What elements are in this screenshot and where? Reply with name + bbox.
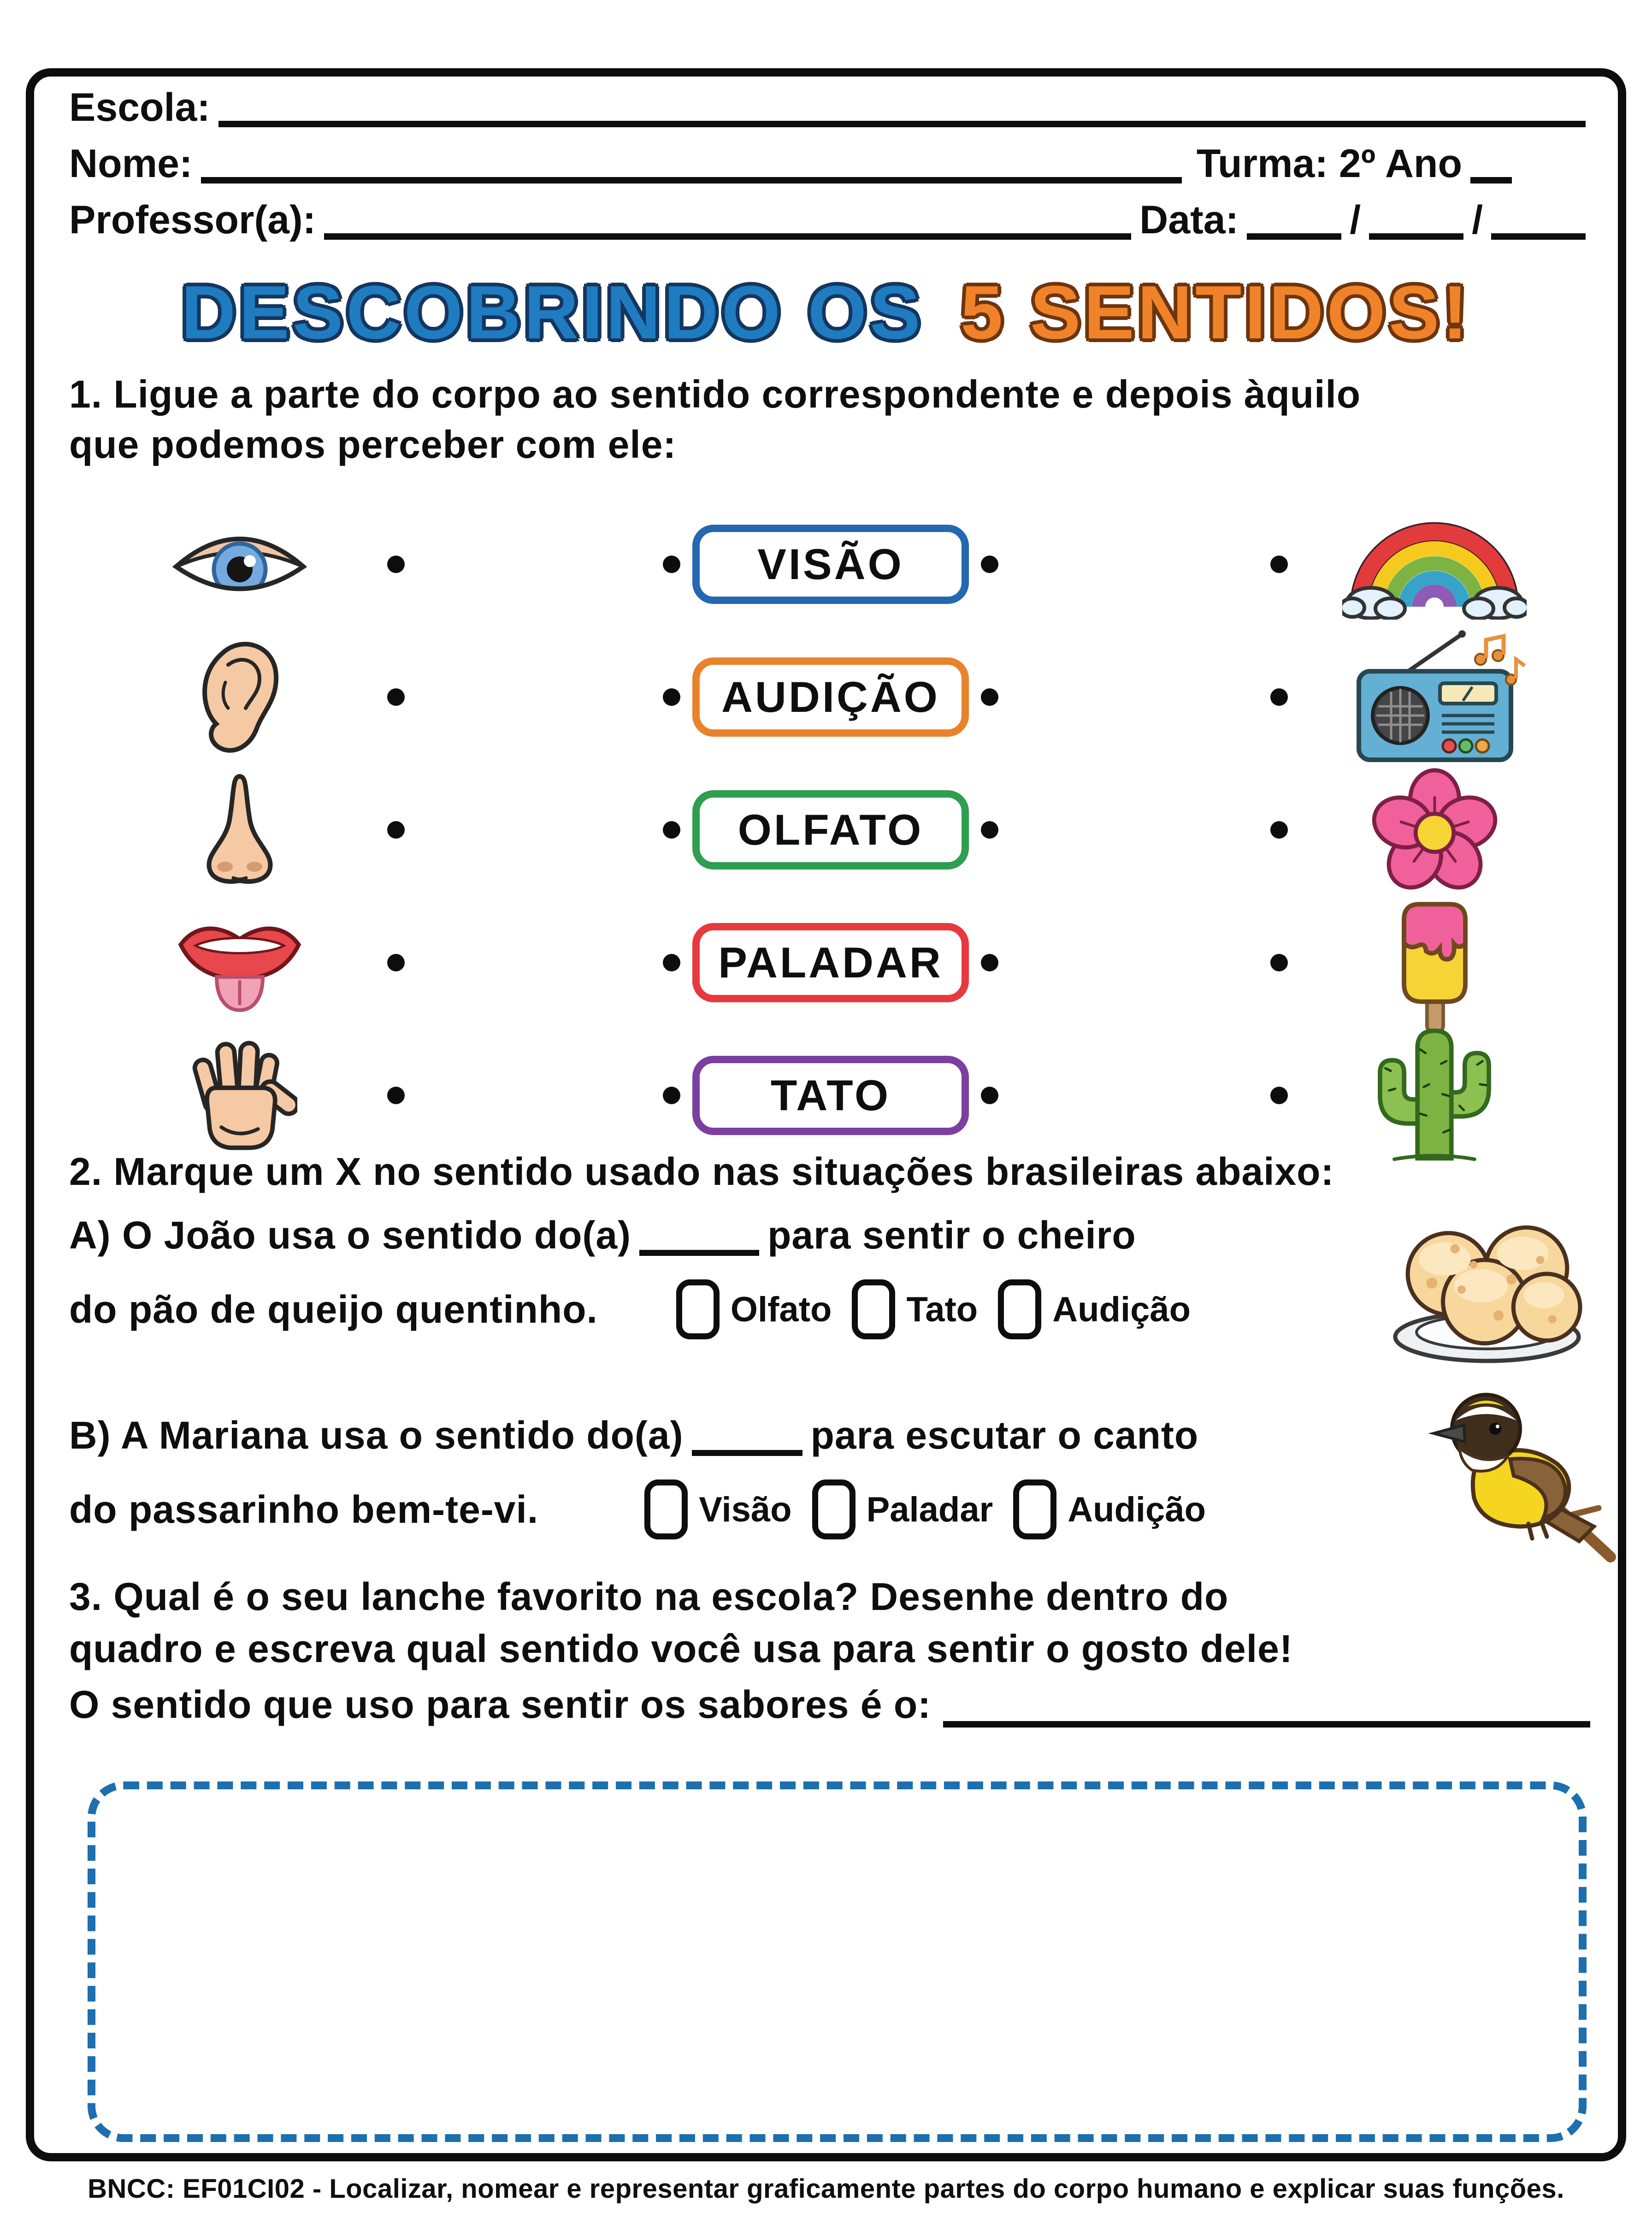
matching-row-olfato — [92, 763, 1581, 896]
rainbow-icon — [1342, 509, 1527, 620]
question-2b-line1 — [69, 1413, 1206, 1458]
question-3-line3: O sentido que uso para sentir os sabores é o: — [69, 1683, 932, 1727]
connector-dot[interactable] — [663, 556, 680, 573]
sense-box-olfato[interactable]: OLFATO — [692, 790, 969, 870]
escola-label: Escola: — [69, 85, 210, 130]
object-cell — [1288, 1026, 1581, 1165]
bncc-footer: BNCC: EF01CI02 - Localizar, nomear e representar graficamente partes do corpo humano e explicar suas funções. — [88, 2174, 1564, 2204]
question-2a — [69, 1213, 1191, 1339]
question-2a-text-before: A) O João usa o sentido do(a) — [69, 1213, 631, 1257]
question-1-line2: que podemos perceber com ele: — [69, 423, 677, 467]
date-separator: / — [1472, 198, 1483, 242]
connector-dot[interactable] — [663, 688, 680, 706]
escola-write-line[interactable] — [218, 119, 1586, 127]
connector-dot[interactable] — [663, 821, 680, 839]
option-label: Audição — [1068, 1490, 1206, 1529]
question-2b-text-before: B) A Mariana usa o sentido do(a) — [69, 1414, 684, 1457]
object-cell — [1288, 890, 1581, 1035]
connector-dot[interactable] — [981, 954, 998, 971]
sense-box-paladar[interactable]: PALADAR — [692, 923, 969, 1002]
checkbox-visao[interactable] — [644, 1479, 688, 1539]
body-part-cell — [92, 521, 387, 608]
matching-row-tato — [92, 1029, 1581, 1162]
question-2b-write-blank[interactable] — [692, 1450, 802, 1456]
question-2a-write-blank[interactable] — [639, 1250, 759, 1256]
question-3-line2: quadro e escreva qual sentido você usa para sentir o gosto dele! — [69, 1627, 1293, 1671]
title-part-blue: DESCOBRINDO OS — [181, 270, 924, 355]
question-3-answer-row — [69, 1682, 1590, 1728]
question-2b-options-row — [69, 1479, 1206, 1539]
checkbox-audicao-b[interactable] — [1013, 1479, 1056, 1539]
connector-dot[interactable] — [387, 688, 405, 706]
sense-box-visao[interactable]: VISÃO — [692, 525, 969, 604]
connector-dot[interactable] — [387, 1087, 405, 1104]
connector-dot[interactable] — [663, 954, 680, 971]
connector-dot[interactable] — [1270, 556, 1288, 573]
option-audicao — [998, 1279, 1191, 1339]
date-day-line[interactable] — [1247, 231, 1341, 240]
question-2b-text-after: para escutar o canto — [810, 1414, 1199, 1457]
connector-dot[interactable] — [981, 821, 998, 839]
sense-box-tato[interactable]: TATO — [692, 1056, 969, 1135]
turma-label: Turma: 2º Ano — [1196, 142, 1462, 186]
body-part-cell — [92, 638, 387, 756]
option-label: Visão — [699, 1490, 792, 1529]
object-cell — [1288, 628, 1581, 766]
connector-dot[interactable] — [387, 954, 405, 971]
mouth-icon — [174, 909, 306, 1017]
date-separator: / — [1350, 198, 1361, 242]
connector-dot[interactable] — [1270, 1087, 1288, 1104]
option-label: Audição — [1052, 1290, 1191, 1329]
title-part-orange: 5 SENTIDOS! — [961, 270, 1471, 355]
date-year-line[interactable] — [1491, 231, 1586, 240]
question-3-write-line[interactable] — [943, 1717, 1590, 1728]
connector-dot[interactable] — [1270, 821, 1288, 839]
bird-icon — [1413, 1364, 1616, 1563]
connector-dot[interactable] — [387, 821, 405, 839]
turma-write-line[interactable] — [1470, 175, 1512, 183]
flower-icon — [1367, 762, 1503, 898]
matching-row-visao — [92, 498, 1581, 631]
question-1 — [69, 372, 1361, 467]
question-3-line1: 3. Qual é o seu lanche favorito na escola? Desenhe dentro do — [69, 1575, 1229, 1618]
question-2-heading: 2. Marque um X no sentido usado nas situações brasileiras abaixo: — [69, 1150, 1334, 1193]
body-part-cell — [92, 772, 387, 888]
connector-dot[interactable] — [1270, 688, 1288, 706]
matching-row-audicao — [92, 631, 1581, 763]
option-label: Olfato — [730, 1290, 832, 1329]
question-2a-line2: do pão de queijo quentinho. — [69, 1287, 598, 1331]
option-paladar — [812, 1479, 993, 1539]
professor-write-line[interactable] — [324, 231, 1131, 240]
question-2a-options-row — [69, 1279, 1191, 1339]
question-2b — [69, 1413, 1206, 1539]
drawing-box[interactable] — [88, 1781, 1587, 2142]
connector-dot[interactable] — [663, 1087, 680, 1104]
connector-dot[interactable] — [981, 556, 998, 573]
header-nome-row — [69, 142, 1512, 186]
sense-box-audicao[interactable]: AUDIÇÃO — [692, 657, 969, 737]
option-label: Paladar — [866, 1490, 993, 1529]
question-2a-options — [676, 1279, 1191, 1339]
option-visao — [644, 1479, 791, 1539]
question-2a-line1 — [69, 1213, 1191, 1258]
question-2b-line2: do passarinho bem-te-vi. — [69, 1487, 539, 1531]
object-cell — [1288, 509, 1581, 620]
radio-icon — [1342, 628, 1527, 766]
nome-write-line[interactable] — [201, 175, 1182, 183]
connector-dot[interactable] — [387, 556, 405, 573]
question-3 — [69, 1574, 1590, 1728]
ear-icon — [191, 638, 288, 756]
question-1-line1: 1. Ligue a parte do corpo ao sentido correspondente e depois àquilo — [69, 373, 1361, 416]
data-label: Data: — [1139, 198, 1239, 242]
connector-dot[interactable] — [1270, 954, 1288, 971]
header-escola-row — [69, 85, 1586, 130]
hand-icon — [182, 1035, 297, 1156]
checkbox-tato[interactable] — [852, 1279, 895, 1339]
option-label: Tato — [906, 1290, 978, 1329]
matching-exercise — [92, 498, 1581, 1162]
nose-icon — [193, 772, 287, 888]
body-part-cell — [92, 1035, 387, 1156]
connector-dot[interactable] — [981, 688, 998, 706]
object-cell — [1288, 762, 1581, 898]
date-month-line[interactable] — [1369, 231, 1463, 240]
popsicle-icon — [1383, 890, 1487, 1035]
nome-label: Nome: — [69, 142, 193, 186]
cheese-bread-plate-icon — [1386, 1190, 1587, 1371]
checkbox-paladar[interactable] — [812, 1479, 856, 1539]
question-2b-options — [644, 1479, 1206, 1539]
cactus-icon — [1365, 1026, 1504, 1165]
question-2a-text-after: para sentir o cheiro — [767, 1213, 1136, 1257]
option-olfato — [676, 1279, 832, 1339]
checkbox-audicao[interactable] — [998, 1279, 1041, 1339]
option-audicao-b — [1013, 1479, 1206, 1539]
option-tato — [852, 1279, 978, 1339]
page-title — [0, 270, 1652, 355]
connector-dot[interactable] — [981, 1087, 998, 1104]
matching-row-paladar — [92, 896, 1581, 1029]
header-professor-row — [69, 200, 1586, 240]
eye-icon — [171, 521, 309, 608]
professor-label: Professor(a): — [69, 198, 316, 242]
checkbox-olfato[interactable] — [676, 1279, 720, 1339]
body-part-cell — [92, 909, 387, 1017]
